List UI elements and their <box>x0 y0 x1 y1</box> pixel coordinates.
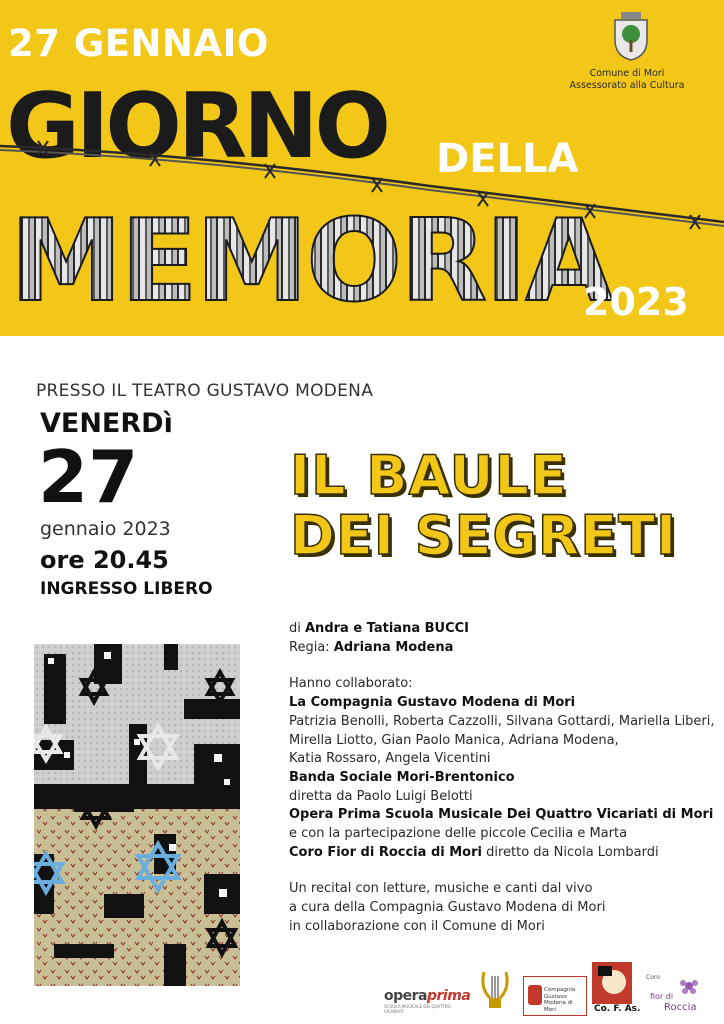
credits-collab-intro: Hanno collaborato: <box>289 676 413 692</box>
flower-icon <box>676 976 702 996</box>
banda-lyre-icon <box>478 968 512 1010</box>
credits-cast-2: Mirella Liotto, Gian Paolo Manica, Adriana Modena, <box>289 732 619 748</box>
credits-band-director: diretta da Paolo Luigi Belotti <box>289 788 473 804</box>
credits-direction <box>289 639 709 658</box>
credits-choir-name: Coro Fior di Roccia di Mori <box>289 844 482 860</box>
event-month-year: gennaio 2023 <box>40 518 171 540</box>
operaprima-logo <box>384 988 470 1004</box>
banner-title-della: DELLA <box>436 136 579 182</box>
sponsor-logos <box>380 960 720 1016</box>
show-title-line2: DEI SEGRETI <box>290 504 678 567</box>
coro-fior-di-roccia-logo <box>646 974 710 1016</box>
comune-label <box>567 68 687 92</box>
comune-name: Comune di Mori <box>589 68 665 79</box>
credits-school <box>289 806 714 825</box>
show-title <box>290 446 677 566</box>
coro-logo-c: Roccia <box>664 1002 697 1013</box>
cofas-label: Co. F. As. <box>594 1004 641 1014</box>
credits-cast-3: Katia Rossaro, Angela Vicentini <box>289 751 491 767</box>
credits-by-prefix: di <box>289 621 305 636</box>
star-of-david-artwork <box>34 644 240 986</box>
credits-block <box>289 620 715 937</box>
credits-choir <box>289 844 709 863</box>
credits-company <box>289 694 709 713</box>
coro-logo-b: fior di <box>650 992 674 1001</box>
operaprima-logo-a: opera <box>384 988 427 1004</box>
event-day: 27 <box>38 435 139 519</box>
event-entry: INGRESSO LIBERO <box>40 579 213 599</box>
event-time: ore 20.45 <box>40 546 169 574</box>
banner-year: 2023 <box>583 280 689 324</box>
credits-recital-3: in collaborazione con il Comune di Mori <box>289 918 545 934</box>
credits-company-name: La Compagnia Gustavo Modena di Mori <box>289 695 576 711</box>
compagnia-logo-text: Compagnia Gustavo Modena di Mori <box>544 987 576 1013</box>
credits-recital-2: a cura della Compagnia Gustavo Modena di Mori <box>289 900 606 916</box>
event-weekday: VENERDì <box>40 408 173 439</box>
operaprima-logo-b: prima <box>427 988 471 1004</box>
credits-children: e con la partecipazione delle piccole Cecilia e Marta <box>289 826 628 842</box>
credits-authors <box>289 620 709 639</box>
credits-cast-1: Patrizia Benolli, Roberta Cazzolli, Silvana Gottardi, Mariella Liberi, <box>289 713 715 729</box>
show-title-line1: IL BAULE <box>290 444 568 507</box>
credits-recital-1: Un recital con letture, musiche e canti dal vivo <box>289 881 593 897</box>
banner-title-memoria: MEMORIA <box>10 195 611 327</box>
cofas-logo-icon <box>592 962 632 1004</box>
credits-band-name: Banda Sociale Mori-Brentonico <box>289 769 515 785</box>
coro-logo-a: Coro <box>646 974 660 981</box>
credits-direction-prefix: Regia: <box>289 639 334 655</box>
venue-label: PRESSO IL TEATRO GUSTAVO MODENA <box>36 381 374 401</box>
header-banner <box>0 0 724 336</box>
banner-date: 27 GENNAIO <box>8 22 269 65</box>
credits-school-name: Opera Prima Scuola Musicale Dei Quattro Vicariati di Mori <box>289 807 714 823</box>
credits-direction-name: Adriana Modena <box>333 639 454 655</box>
banner-title-giorno: GIORNO <box>6 74 387 179</box>
credits-choir-director: diretto da Nicola Lombardi <box>481 844 659 860</box>
comune-department: Assessorato alla Cultura <box>569 80 685 91</box>
credits-authors-names: Andra e Tatiana BUCCI <box>305 621 470 636</box>
credits-band <box>289 769 709 788</box>
compagnia-logo <box>523 976 587 1016</box>
operaprima-subtitle: SCUOLA MUSICALE DEI QUATTRO VICARIATI <box>384 1004 451 1014</box>
comune-crest-icon <box>611 10 651 62</box>
